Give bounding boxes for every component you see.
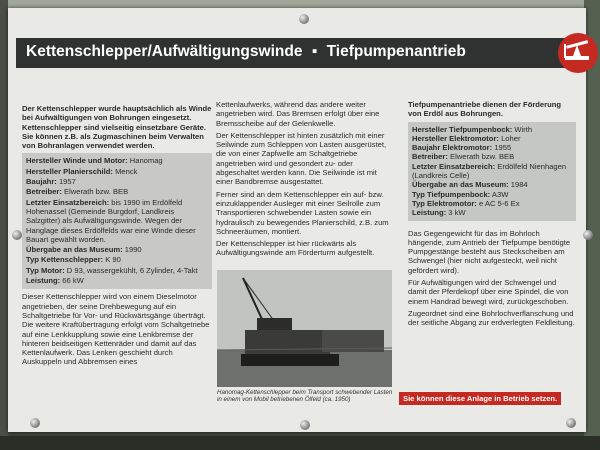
paragraph: Zugeordnet sind eine Bohrlochverflanschung und der seitliche Abgang zur erdverlegten Feldleitung.: [408, 308, 575, 328]
historic-photo-tractor: [217, 270, 392, 387]
spec-row: [412, 190, 572, 199]
paragraph: Der Kettenschlepper ist hinten zusätzlich mit einer Seilwinde zum Schleppen von Lasten ausgerüstet, die von einer Zapfwelle am Schaltgetriebe angetrieben wird und gesondert zu- oder abgeschaltet werden kann. Die Seilwinde ist mit einer Bandbremse ausgestattet.: [216, 130, 387, 187]
spec-row: [412, 180, 572, 189]
spec-row: [412, 152, 572, 161]
spec-value: Hanomag: [129, 156, 163, 166]
spec-label: Typ Motor:: [26, 265, 65, 275]
column-kettenschlepper: [22, 104, 212, 370]
spec-value: 66 kW: [62, 276, 84, 286]
spec-row: [26, 187, 208, 196]
spec-label: Baujahr:: [26, 177, 57, 187]
spec-label: Typ Elektromotor:: [412, 198, 477, 208]
spec-value: Erdölfeld Nienhagen (Landkreis Celle): [412, 161, 567, 181]
screw-right: [583, 230, 593, 240]
sign-title: [26, 43, 466, 61]
spec-value: 1984: [510, 180, 528, 190]
spec-value: K 90: [105, 255, 121, 265]
spec-row: [412, 162, 572, 181]
drive-description: Dieser Kettenschlepper wird von einem Dieselmotor angetrieben, der seine Drehbewegung auf ein Schaltgetriebe für Vor- und Rückwärtsgänge überträgt. Die weitere Kraftübertragung erfolgt vom Schaltgetriebe auf eine Lenkkupplung sowie eine Lenkbremse der hinteren beidseitigen Kettenräder und damit auf das Kettenlaufwerk. Das Lenken geschieht durch Auskuppeln und Abbremsen eines: [22, 292, 210, 367]
spec-row: [26, 177, 208, 186]
paragraph: Ferner sind an dem Kettenschlepper ein auf- bzw. einzuklappender Ausleger mit einer Seilrolle zum Transportieren schwebender Lasten sowie ein hydraulisch zu bewegendes Planierschild, z.B. zum Schneeräumen, montiert.: [216, 189, 389, 236]
spec-value: 1957: [58, 177, 76, 187]
spec-row: [26, 156, 208, 165]
background-left: [0, 0, 8, 450]
screw-bottom-right: [566, 418, 576, 428]
intro-text: Der Kettenschlepper wurde hauptsächlich als Winde bei Aufwältigungen von Bohrungen eingesetzt. Kettenschlepper sind vielseitig einsetzbare Geräte. Sie können z.B. als Zugmaschinen beim Verwalten von Bohranlagen verwendet werden.: [22, 104, 212, 151]
spec-label: Hersteller Tiefpumpenbock:: [412, 124, 513, 134]
spec-value: Loher: [501, 133, 521, 143]
spec-row: [412, 125, 572, 134]
spec-label: Betreiber:: [412, 152, 448, 162]
spec-row: [412, 208, 572, 217]
spec-label: Übergabe an das Museum:: [412, 180, 509, 190]
screw-bottom-left: [30, 418, 40, 428]
paragraph: Für Aufwältigungen wird der Schwengel und damit der Pferdekopf über eine Spindel, die von einem Handrad bewegt wird, zurückgeschoben.: [408, 278, 569, 306]
spec-row: [26, 266, 208, 275]
spec-value: D 93, wassergekühlt, 6 Zylinder, 4-Takt: [66, 265, 198, 275]
intro-text: Tiefpumpenantriebe dienen der Förderung von Erdöl aus Bohrungen.: [408, 100, 562, 119]
specs-box-kettenschlepper: [22, 153, 212, 289]
pumpjack-logo-icon: [558, 33, 598, 73]
spec-row: [26, 255, 208, 264]
screw-bottom: [300, 420, 310, 430]
title-bar: [16, 38, 568, 68]
spec-row: [412, 134, 572, 143]
spec-value: e AC 5-6 Ex: [478, 198, 520, 208]
spec-value: 1990: [124, 245, 142, 255]
spec-value: A3W: [491, 189, 509, 199]
column-tiefpumpenantrieb: [408, 100, 576, 331]
screw-top: [299, 14, 309, 24]
spec-label: Typ Tiefpumpenbock:: [412, 189, 491, 199]
specs-box-tiefpumpe: [408, 122, 576, 221]
spec-row: [412, 143, 572, 152]
spec-label: Hersteller Elektromotor:: [412, 133, 499, 143]
title-right: Tiefpumpenantrieb: [326, 43, 466, 60]
spec-label: Letzter Einsatzbereich:: [26, 197, 110, 207]
spec-row: [26, 276, 208, 285]
spec-label: Letzter Einsatzbereich:: [412, 161, 496, 171]
spec-label: Hersteller Winde und Motor:: [26, 156, 128, 166]
spec-row: [26, 245, 208, 254]
paragraph: Kettenlaufwerks, während das andere weiter angetrieben wird. Das Bremsen erfolgt über eine Bremsscheibe auf der Gelenkwelle.: [216, 100, 380, 128]
spec-value: Elwerath bzw. BEB: [450, 152, 515, 162]
paragraph: Der Kettenschlepper ist hier rückwärts als Aufwältigungswinde am Förderturm aufgestellt.: [216, 239, 375, 258]
spec-row: [26, 198, 208, 244]
background-ground: [0, 436, 600, 450]
spec-label: Leistung:: [26, 276, 61, 286]
photo-caption: Hanomag-Kettenschlepper beim Transport schwebender Lasten in einem von Mobil betriebenen Ölfeld (ca. 1950): [217, 389, 393, 404]
operation-notice: Sie können diese Anlage in Betrieb setzen.: [399, 392, 561, 405]
spec-row: [26, 167, 208, 176]
spec-value: 3 kW: [448, 208, 466, 218]
paragraph: Das Gegengewicht für das im Bohrloch hängende, zum Antrieb der Tiefpumpe benötigte Pumpgestänge besteht aus Steckscheiben am Schwengel (hier nicht aufgesteckt, weil nicht gefördert wird).: [408, 228, 571, 275]
spec-label: Hersteller Planierschild:: [26, 166, 113, 176]
spec-value: Elwerath bzw. BEB: [64, 187, 129, 197]
screw-left: [12, 230, 22, 240]
spec-label: Betreiber:: [26, 187, 62, 197]
spec-label: Übergabe an das Museum:: [26, 245, 123, 255]
spec-label: Typ Kettenschlepper:: [26, 255, 104, 265]
title-left: Kettenschlepper/Aufwältigungswinde: [26, 43, 303, 60]
spec-label: Baujahr Elektromotor:: [412, 143, 493, 153]
column-middle: [216, 100, 394, 261]
spec-row: [412, 199, 572, 208]
spec-value: bis 1990 im Erdölfeld Hohenassel (Gemeinde Burgdorf, Landkreis Salzgitter) als Aufwältigungswinde. Wegen der Hanglage dieses Erdölfelds war eine Winde dieser Bauart gewählt worden.: [26, 197, 196, 244]
spec-value: Menck: [115, 166, 138, 176]
title-separator: ▪: [311, 43, 318, 60]
spec-label: Leistung:: [412, 208, 447, 218]
spec-value: Wirth: [514, 124, 533, 134]
spec-value: 1955: [494, 143, 512, 153]
